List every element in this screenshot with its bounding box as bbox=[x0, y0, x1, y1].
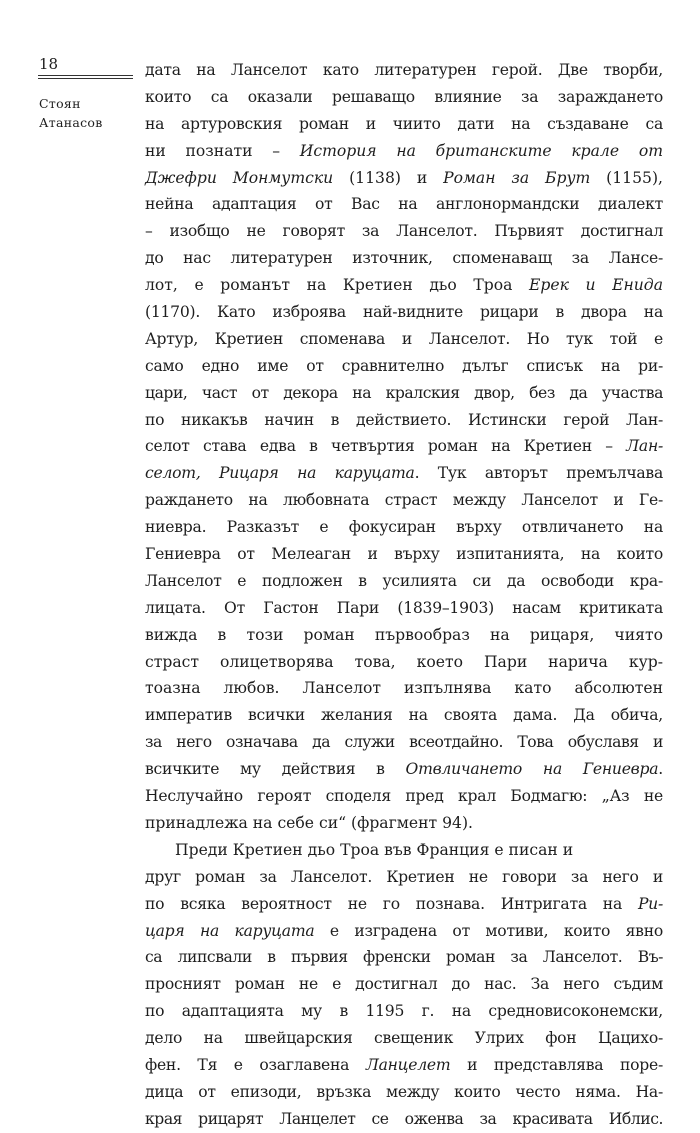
italic-title-span: История на британските крале от bbox=[299, 141, 663, 160]
text-span: на артуровския роман и чиито дати на създаване са bbox=[145, 114, 663, 133]
italic-title-span: царя на каруцата bbox=[145, 921, 315, 940]
text-span: лицата. От Гастон Пари (1839–1903) насам критиката bbox=[145, 598, 663, 617]
text-span: страст олицетворява това, което Пари нарича кур- bbox=[145, 652, 663, 671]
text-line bbox=[145, 998, 663, 1025]
text-line bbox=[145, 729, 663, 756]
text-span: по никакъв начин в действието. Истински герой Лан- bbox=[145, 410, 663, 429]
text-span: просният роман не е достигнал до нас. За него съдим bbox=[145, 975, 663, 994]
text-span: принадлежа на себе си“ (фрагмент 94). bbox=[145, 813, 473, 832]
italic-title-span: Ерек и Енида bbox=[529, 276, 663, 295]
text-span: дата на Ланселот като литературен герой. Две творби, bbox=[145, 61, 663, 79]
text-span: е изградена от мотиви, които явно bbox=[314, 921, 663, 940]
text-line bbox=[145, 649, 663, 676]
text-line bbox=[145, 756, 663, 783]
text-line bbox=[145, 299, 663, 326]
text-line bbox=[145, 165, 663, 192]
text-span: за него означава да служи всеотдайно. Това обуславя и bbox=[145, 733, 663, 752]
text-line bbox=[145, 702, 663, 729]
text-line bbox=[145, 57, 663, 84]
text-line bbox=[145, 326, 663, 353]
text-line bbox=[145, 353, 663, 380]
text-span: . bbox=[658, 760, 663, 779]
text-span: Неслучайно героят споделя пред крал Бодмагю: „Аз не bbox=[145, 787, 663, 806]
text-line bbox=[145, 380, 663, 407]
text-line bbox=[145, 407, 663, 434]
text-line bbox=[145, 138, 663, 165]
text-line bbox=[145, 891, 663, 918]
text-line bbox=[145, 1025, 663, 1052]
text-span: (1155), bbox=[590, 168, 663, 187]
text-line bbox=[145, 84, 663, 111]
page-number: 18 bbox=[39, 55, 59, 73]
italic-title-span: Отвличането на Гениевра bbox=[405, 760, 659, 779]
text-span: дело на швейцарския свещеник Улрих фон Цацихо- bbox=[145, 1029, 663, 1048]
italic-title-span: Роман за Брут bbox=[443, 168, 591, 187]
text-span: цари, част от декора на кралския двор, без да участва bbox=[145, 383, 663, 402]
text-line bbox=[145, 191, 663, 218]
text-span: всичките му действия в bbox=[145, 760, 406, 779]
running-head-author bbox=[39, 94, 103, 132]
text-span: края рицарят Ланцелет се оженва за красивата Иблис. bbox=[145, 1109, 663, 1128]
text-span: по адаптацията му в 1195 г. на средновисоконемски, bbox=[145, 1002, 663, 1021]
text-span: друг роман за Ланселот. Кретиен не говори за него и bbox=[145, 867, 663, 886]
header-rule bbox=[38, 75, 133, 79]
text-line bbox=[145, 675, 663, 702]
text-line bbox=[145, 111, 663, 138]
text-line bbox=[145, 568, 663, 595]
text-span: селот става едва в четвъртия роман на Кретиен – bbox=[145, 437, 627, 456]
text-span: вижда в този роман първообраз на рицаря, чиято bbox=[145, 625, 663, 644]
text-line bbox=[145, 245, 663, 272]
text-span: Артур, Кретиен споменава и Ланселот. Но тук той е bbox=[145, 329, 663, 348]
text-span: тоазна любов. Ланселот изпълнява като абсолютен bbox=[145, 679, 663, 698]
italic-title-span: Лан- bbox=[626, 437, 663, 456]
text-line bbox=[145, 1079, 663, 1106]
author-first-name: Стоян bbox=[39, 96, 81, 111]
text-span: до нас литературен източник, споменаващ за Лансе- bbox=[145, 249, 663, 268]
text-span: по всяка вероятност не го познава. Интригата на bbox=[145, 894, 638, 913]
italic-title-span: Ланцелет bbox=[365, 1055, 451, 1074]
text-span: – изобщо не говорят за Ланселот. Първият достигнал bbox=[145, 222, 663, 241]
text-span: . Тук авторът премълчава bbox=[414, 464, 663, 483]
text-span: Ланселот е подложен в усилията си да освободи кра- bbox=[145, 571, 663, 590]
text-span: Преди Кретиен дьо Троа във Франция е писан и bbox=[175, 840, 574, 859]
text-line bbox=[145, 944, 663, 971]
text-line bbox=[145, 783, 663, 810]
text-line bbox=[145, 595, 663, 622]
text-span: само едно име от сравнително дълъг списък на ри- bbox=[145, 356, 663, 375]
body-text bbox=[145, 57, 663, 1133]
text-line bbox=[145, 514, 663, 541]
italic-title-span: селот, Рицаря на каруцата bbox=[145, 464, 415, 483]
text-span: Гениевра от Мелеаган и върху изпитанията, на които bbox=[145, 545, 663, 564]
text-span: дица от епизоди, връзка между които често няма. На- bbox=[145, 1082, 663, 1101]
text-line bbox=[145, 971, 663, 998]
text-span: императив всички желания на своята дама. Да обича, bbox=[145, 706, 663, 725]
italic-title-span: Ри- bbox=[637, 894, 663, 913]
text-span: ниевра. Разказът е фокусиран върху отвличането на bbox=[145, 518, 663, 537]
text-line bbox=[145, 918, 663, 945]
text-line bbox=[145, 622, 663, 649]
text-line bbox=[145, 460, 663, 487]
text-line bbox=[145, 272, 663, 299]
italic-title-span: Джефри Монмутски bbox=[145, 168, 334, 187]
text-line bbox=[145, 864, 663, 891]
text-line bbox=[145, 433, 663, 460]
text-line bbox=[145, 487, 663, 514]
text-span: ни познати – bbox=[145, 141, 300, 160]
text-span: раждането на любовната страст между Ланселот и Ге- bbox=[145, 491, 663, 510]
text-line bbox=[145, 218, 663, 245]
text-span: (1170). Като изброява най-видните рицари в двора на bbox=[145, 303, 663, 322]
text-span: (1138) и bbox=[333, 168, 444, 187]
text-span: които са оказали решаващо влияние за зараждането bbox=[145, 87, 663, 106]
text-line bbox=[145, 837, 663, 864]
text-span: нейна адаптация от Вас на англонормандски диалект bbox=[145, 195, 663, 214]
text-span: лот, е романът на Кретиен дьо Троа bbox=[145, 276, 530, 295]
text-line bbox=[145, 810, 663, 837]
text-line bbox=[145, 1106, 663, 1133]
text-span: са липсвали в първия френски роман за Ланселот. Въ- bbox=[145, 948, 663, 967]
text-line bbox=[145, 541, 663, 568]
text-span: и представлява поре- bbox=[450, 1055, 663, 1074]
text-span: фен. Тя е озаглавена bbox=[145, 1055, 366, 1074]
author-last-name: Атанасов bbox=[39, 115, 103, 130]
